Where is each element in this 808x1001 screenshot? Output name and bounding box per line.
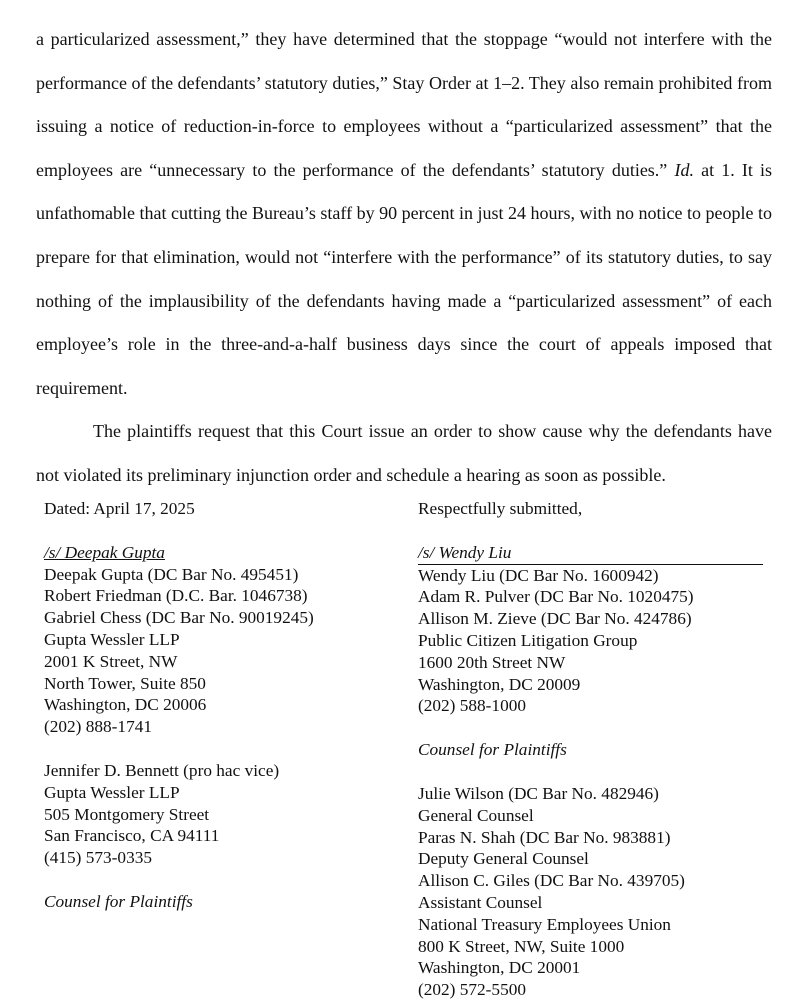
attorney-line: Wendy Liu (DC Bar No. 1600942): [418, 565, 659, 585]
attorney-line: Gabriel Chess (DC Bar No. 90019245): [44, 608, 314, 628]
paragraph-request: The plaintiffs request that this Court issue an order to show cause why the defendants have not violated its preliminary injunction order and schedule a hearing as soon as possible.: [36, 421, 772, 485]
phone-line: (202) 888-1741: [44, 717, 152, 737]
address-line: North Tower, Suite 850: [44, 673, 206, 693]
attorney-line: Jennifer D. Bennett (pro hac vice): [44, 760, 280, 780]
paragraph-text-part1: a particularized assessment,” they have determined that the stoppage “would not interfere with the performance of the defendants’ statutory duties,” Stay Order at 1–2. They also remain prohibited from issuing a notice of reduction-in-force to employees without a “particularized assessment” that the employees are “unnecessary to the performance of the defendants’ statutory duties.”: [36, 29, 772, 180]
address-line: Washington, DC 20009: [418, 674, 581, 694]
address-line: 800 K Street, NW, Suite 1000: [418, 936, 625, 956]
title-line: Deputy General Counsel: [418, 849, 589, 869]
firm-line: Gupta Wessler LLP: [44, 629, 180, 649]
attorney-line: Allison C. Giles (DC Bar No. 439705): [418, 871, 685, 891]
phone-line: (415) 573-0335: [44, 848, 152, 868]
attorney-line: Robert Friedman (D.C. Bar. 1046738): [44, 586, 308, 606]
counsel-label: Counsel for Plaintiffs: [44, 891, 193, 911]
attorney-line: Julie Wilson (DC Bar No. 482946): [418, 783, 659, 803]
address-line: 2001 K Street, NW: [44, 651, 178, 671]
phone-line: (202) 572-5500: [418, 980, 526, 1000]
organization-line: National Treasury Employees Union: [418, 914, 671, 934]
attorney-line: Adam R. Pulver (DC Bar No. 1020475): [418, 587, 694, 607]
signature-deepak-gupta: /s/ Deepak Gupta: [44, 542, 165, 562]
address-line: 1600 20th Street NW: [418, 652, 566, 672]
signature-block-left: [44, 498, 404, 913]
firm-line: Public Citizen Litigation Group: [418, 630, 638, 650]
date-line: Dated: April 17, 2025: [44, 499, 195, 518]
firm-line: Gupta Wessler LLP: [44, 782, 180, 802]
phone-line: (202) 588-1000: [418, 696, 526, 716]
address-line: San Francisco, CA 94111: [44, 826, 220, 846]
document-body: [36, 18, 772, 498]
signature-wendy-liu: /s/ Wendy Liu: [418, 542, 763, 565]
attorney-line: Paras N. Shah (DC Bar No. 983881): [418, 827, 671, 847]
signature-block-right: [418, 498, 770, 1001]
id-citation: Id.: [674, 159, 694, 180]
counsel-label: Counsel for Plaintiffs: [418, 740, 567, 760]
title-line: General Counsel: [418, 805, 534, 825]
closing-line: Respectfully submitted,: [418, 499, 583, 518]
address-line: Washington, DC 20006: [44, 695, 207, 715]
paragraph-continuation: [36, 18, 772, 410]
attorney-line: Deepak Gupta (DC Bar No. 495451): [44, 564, 299, 584]
paragraph-text-part2: at 1. It is unfathomable that cutting the Bureau’s staff by 90 percent in just 24 hours, with no notice to people to prepare for that elimination, would not “interfere with the performance” of its statutory duties, to say nothing of the implausibility of the defendants having made a “particularized assessment” of each employee’s role in the three-and-a-half business days since the court of appeals imposed that requirement.: [36, 159, 773, 398]
attorney-line: Allison M. Zieve (DC Bar No. 424786): [418, 609, 692, 629]
address-line: Washington, DC 20001: [418, 958, 581, 978]
title-line: Assistant Counsel: [418, 892, 543, 912]
address-line: 505 Montgomery Street: [44, 804, 210, 824]
